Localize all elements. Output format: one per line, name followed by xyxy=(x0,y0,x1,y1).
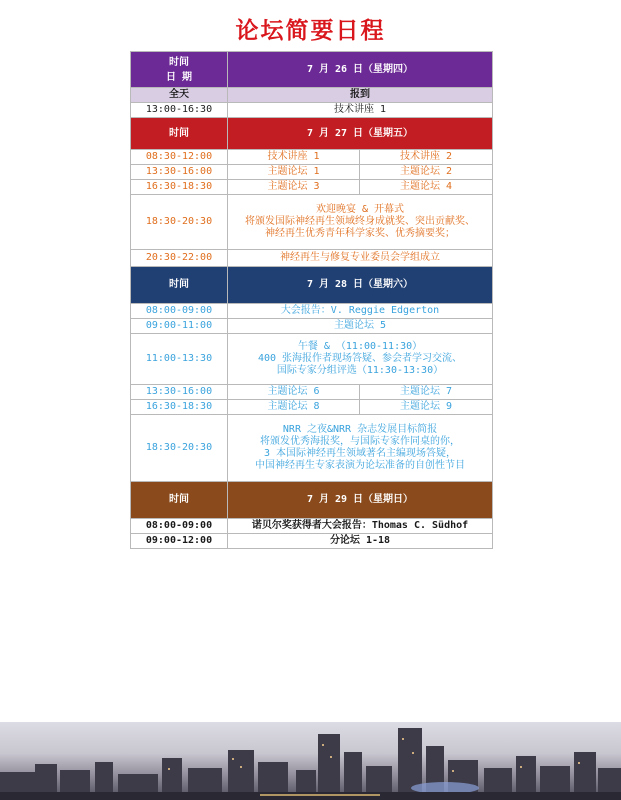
table-row xyxy=(131,250,493,267)
event-cell-left: 主题论坛 3 xyxy=(228,180,360,195)
header-time-label: 时间 xyxy=(131,118,228,150)
skyline-icon xyxy=(0,722,621,800)
city-skyline-image xyxy=(0,722,621,800)
table-row xyxy=(131,319,493,334)
header-date-label: 日 期 xyxy=(165,71,193,83)
table-row xyxy=(131,400,493,415)
event-cell-right: 主题论坛 9 xyxy=(360,400,493,415)
day4-date: 7 月 29 日（星期日） xyxy=(228,482,493,519)
event-cell: 报到 xyxy=(228,88,493,103)
day3-date: 7 月 28 日（星期六） xyxy=(228,267,493,304)
time-cell: 13:30-16:00 xyxy=(131,385,228,400)
table-row xyxy=(131,519,493,534)
page-title: 论坛简要日程 xyxy=(235,18,386,44)
lunch-line: 午餐 & （11:00-11:30） xyxy=(297,341,423,352)
banquet-line: 欢迎晚宴 & 开幕式 xyxy=(315,204,405,215)
table-row xyxy=(131,334,493,385)
table-row xyxy=(131,150,493,165)
table-row xyxy=(131,304,493,319)
table-row xyxy=(131,103,493,118)
time-cell: 18:30-20:30 xyxy=(131,415,228,482)
time-cell: 16:30-18:30 xyxy=(131,180,228,195)
night-line: 将颁发优秀海报奖，与国际专家作同桌的你， xyxy=(260,436,460,447)
day4-header xyxy=(131,482,493,519)
table-row xyxy=(131,88,493,103)
table-row xyxy=(131,534,493,549)
time-cell: 20:30-22:00 xyxy=(131,250,228,267)
event-cell: 分论坛 1-18 xyxy=(228,534,493,549)
header-time-label: 时间 xyxy=(169,56,189,68)
time-cell: 08:00-09:00 xyxy=(131,519,228,534)
day1-header-time-cell xyxy=(131,52,228,88)
time-cell: 16:30-18:30 xyxy=(131,400,228,415)
time-cell: 09:00-11:00 xyxy=(131,319,228,334)
table-row xyxy=(131,180,493,195)
banquet-line: 神经再生优秀青年科学家奖、优秀摘要奖； xyxy=(265,228,455,239)
day2-date: 7 月 27 日（星期五） xyxy=(228,118,493,150)
event-cell-right: 主题论坛 7 xyxy=(360,385,493,400)
night-line: 中国神经再生专家表演为论坛准备的自创性节目 xyxy=(255,460,465,471)
event-cell-left: 主题论坛 8 xyxy=(228,400,360,415)
night-line: 3 本国际神经再生领域著名主编现场答疑， xyxy=(263,448,457,459)
time-cell: 08:30-12:00 xyxy=(131,150,228,165)
time-cell: 09:00-12:00 xyxy=(131,534,228,549)
time-cell: 18:30-20:30 xyxy=(131,195,228,250)
event-cell-left: 主题论坛 1 xyxy=(228,165,360,180)
event-cell: 技术讲座 1 xyxy=(228,103,493,118)
event-cell: 诺贝尔奖获得者大会报告：Thomas C. Südhof xyxy=(228,519,493,534)
time-cell: 全天 xyxy=(131,88,228,103)
day2-header xyxy=(131,118,493,150)
event-cell-left: 技术讲座 1 xyxy=(228,150,360,165)
time-cell: 13:30-16:00 xyxy=(131,165,228,180)
day1-header xyxy=(131,52,493,88)
day3-header xyxy=(131,267,493,304)
night-cell xyxy=(228,415,493,482)
header-time-label: 时间 xyxy=(131,267,228,304)
table-row xyxy=(131,385,493,400)
banquet-cell xyxy=(228,195,493,250)
time-cell: 08:00-09:00 xyxy=(131,304,228,319)
time-cell: 13:00-16:30 xyxy=(131,103,228,118)
banquet-line: 将颁发国际神经再生领域终身成就奖、突出贡献奖、 xyxy=(245,216,475,227)
event-cell-right: 主题论坛 4 xyxy=(360,180,493,195)
event-cell-left: 主题论坛 6 xyxy=(228,385,360,400)
table-row xyxy=(131,165,493,180)
event-cell-right: 技术讲座 2 xyxy=(360,150,493,165)
time-cell: 11:00-13:30 xyxy=(131,334,228,385)
event-cell: 神经再生与修复专业委员会学组成立 xyxy=(228,250,493,267)
lunch-cell xyxy=(228,334,493,385)
event-cell: 主题论坛 5 xyxy=(228,319,493,334)
table-row xyxy=(131,415,493,482)
schedule-table xyxy=(130,51,493,549)
night-line: NRR 之夜&NRR 杂志发展目标简报 xyxy=(282,424,438,435)
event-cell-right: 主题论坛 2 xyxy=(360,165,493,180)
lunch-line: 400 张海报作者现场答疑、参会者学习交流、 xyxy=(257,353,463,364)
header-time-label: 时间 xyxy=(131,482,228,519)
table-row xyxy=(131,195,493,250)
lunch-line: 国际专家分组评选（11:30-13:30） xyxy=(276,365,444,376)
event-cell: 大会报告：V. Reggie Edgerton xyxy=(228,304,493,319)
day1-date: 7 月 26 日（星期四） xyxy=(228,52,493,88)
